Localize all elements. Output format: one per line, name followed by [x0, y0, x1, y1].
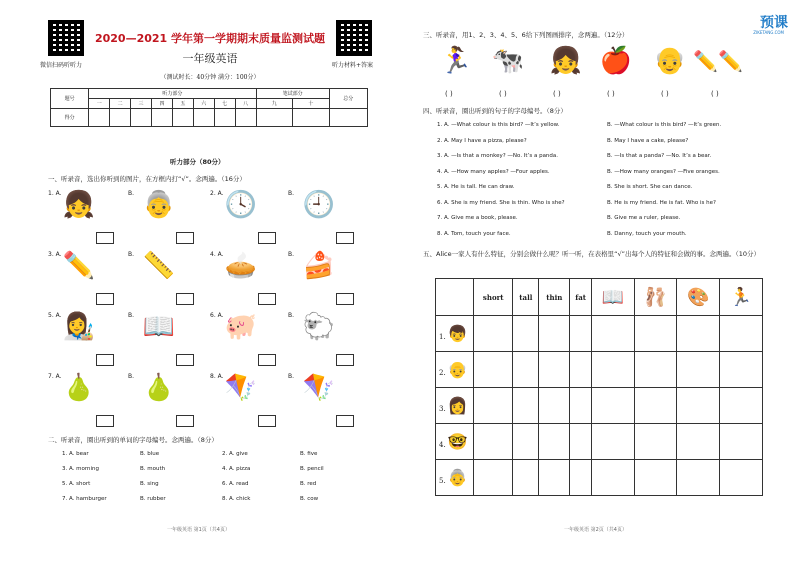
- q4-title: 四、听录音，圈出听到的句子的字母编号。（8分）: [423, 107, 567, 115]
- score-col: 十: [293, 99, 330, 109]
- score-cell[interactable]: [214, 109, 235, 127]
- grid-cell[interactable]: [591, 352, 634, 388]
- word-option[interactable]: 3. A. morning: [62, 466, 100, 472]
- grid-cell[interactable]: [677, 424, 720, 460]
- q2-title: 二、听录音，圈出听到的单词的字母编号。念两遍。（8分）: [48, 436, 218, 444]
- word-option[interactable]: B. red: [300, 481, 317, 487]
- grid-cell[interactable]: [591, 316, 634, 352]
- sentence-option[interactable]: B. —How many oranges? —Five oranges.: [607, 168, 720, 175]
- option-label: 4. A.: [210, 251, 224, 258]
- grandpa-icon: 👴: [653, 46, 687, 76]
- grid-cell[interactable]: [591, 460, 634, 496]
- grid-cell[interactable]: [570, 460, 592, 496]
- word-option[interactable]: 5. A. short: [62, 481, 91, 487]
- score-th-listening: 听力部分: [89, 89, 256, 99]
- answer-checkbox[interactable]: [176, 415, 194, 427]
- option-label: 1. A.: [48, 190, 62, 197]
- pear-icon: 🍐: [142, 373, 176, 403]
- grid-cell[interactable]: [570, 424, 592, 460]
- sentence-option[interactable]: 5. A. He is tall. He can draw.: [437, 184, 515, 190]
- clock-sun-icon: 🕓: [224, 190, 258, 220]
- score-cell[interactable]: [172, 109, 193, 127]
- word-option[interactable]: 2. A. give: [222, 451, 248, 457]
- girl-reading-icon: 👧: [62, 190, 96, 220]
- word-option[interactable]: B. pencil: [300, 466, 324, 472]
- score-cell[interactable]: [89, 109, 110, 127]
- pencil-icon: ✏️: [62, 251, 96, 281]
- sheep-icon: 🐑: [302, 312, 336, 342]
- grid-cell[interactable]: [634, 352, 677, 388]
- grid-cell[interactable]: [539, 388, 570, 424]
- row-label: 4. 🤓: [436, 424, 474, 460]
- answer-checkbox[interactable]: [258, 415, 276, 427]
- answer-checkbox[interactable]: [258, 354, 276, 366]
- header-short: short: [474, 279, 513, 316]
- row-label: 2. 👴: [436, 352, 474, 388]
- sentence-option[interactable]: B. He is my friend. He is fat. Who is he?: [607, 199, 716, 206]
- score-cell[interactable]: [193, 109, 214, 127]
- word-option[interactable]: 8. A. chick: [222, 496, 251, 502]
- word-option[interactable]: B. mouth: [140, 466, 166, 472]
- apples-icon: 🍎: [599, 46, 633, 76]
- q1-title: 一、听录音，选出你听到的图片，在方框内打“√”。念两遍。（16分）: [48, 175, 246, 183]
- grid-cell[interactable]: [513, 424, 539, 460]
- option-label: 8. A.: [210, 373, 224, 380]
- score-col: 二: [110, 99, 131, 109]
- grid-cell[interactable]: [513, 316, 539, 352]
- header-fat: fat: [570, 279, 592, 316]
- option-label: 7. A.: [48, 373, 62, 380]
- sentence-option[interactable]: 2. A. May I have a pizza, please?: [437, 137, 527, 144]
- grid-cell[interactable]: [539, 316, 570, 352]
- exam-meta: （测试时长：40分钟 满分：100分）: [160, 74, 260, 81]
- sentence-option[interactable]: 8. A. Tom, touch your face.: [437, 230, 511, 237]
- score-col: 五: [172, 99, 193, 109]
- grid-cell[interactable]: [591, 388, 634, 424]
- qr-code-left: [48, 20, 84, 56]
- answer-paren[interactable]: ( ): [445, 90, 453, 98]
- answer-checkbox[interactable]: [96, 354, 114, 366]
- grid-cell[interactable]: [474, 352, 513, 388]
- page-2: [397, 0, 794, 561]
- footer-left: 一年级英语 第1页（共4页）: [167, 527, 230, 533]
- row-label: 1. 👦: [436, 316, 474, 352]
- option-label: B.: [288, 190, 295, 197]
- answer-checkbox[interactable]: [96, 293, 114, 305]
- section-listening: 听力部分（80分）: [170, 158, 225, 166]
- face-grandpa-icon: 👴: [447, 360, 468, 379]
- footer-right: 一年级英语 第2页（共4页）: [564, 527, 627, 533]
- sentence-option[interactable]: 3. A. —Is that a monkey? —No. It’s a panda.: [437, 153, 559, 159]
- girl-drawing-icon: 👩‍🎨: [62, 312, 96, 342]
- grid-cell[interactable]: [720, 352, 763, 388]
- sentence-option[interactable]: 6. A. She is my friend. She is thin. Who is she?: [437, 199, 565, 206]
- pie-icon: 🥧: [224, 251, 258, 281]
- option-label: 5. A.: [48, 312, 62, 319]
- score-cell[interactable]: [235, 109, 256, 127]
- face-man-glasses-icon: 🤓: [447, 432, 468, 451]
- grid-cell[interactable]: [677, 388, 720, 424]
- word-option[interactable]: 7. A. hamburger: [62, 496, 107, 502]
- grid-cell[interactable]: [634, 388, 677, 424]
- grid-cell[interactable]: [677, 460, 720, 496]
- exam-title: 2020—2021 学年第一学期期末质量监测试题: [94, 32, 326, 45]
- logo: 预课: [760, 15, 788, 31]
- answer-checkbox[interactable]: [336, 232, 354, 244]
- score-cell[interactable]: [110, 109, 131, 127]
- option-label: B.: [128, 373, 135, 380]
- score-col: 八: [235, 99, 256, 109]
- kite-icon: 🪁: [302, 373, 336, 403]
- girl-running-icon: 🏃‍♀️: [439, 46, 473, 76]
- answer-checkbox[interactable]: [176, 293, 194, 305]
- grid-cell[interactable]: [474, 460, 513, 496]
- girl-book-icon: 📖: [142, 312, 176, 342]
- header-thin: thin: [539, 279, 570, 316]
- ruler-icon: 📏: [142, 251, 176, 281]
- option-label: B.: [128, 190, 135, 197]
- word-option[interactable]: B. rubber: [140, 496, 166, 502]
- grid-cell[interactable]: [720, 316, 763, 352]
- grid-cell[interactable]: [677, 316, 720, 352]
- option-label: 6. A.: [210, 312, 224, 319]
- option-label: 2. A.: [210, 190, 224, 197]
- face-woman-icon: 👩: [447, 396, 468, 415]
- header-tall: tall: [513, 279, 539, 316]
- score-col: 四: [152, 99, 173, 109]
- grid-cell[interactable]: [539, 460, 570, 496]
- cow-icon: 🐄: [491, 46, 525, 76]
- score-cell[interactable]: [256, 109, 293, 127]
- option-label: B.: [288, 373, 295, 380]
- reading-icon: 📖: [591, 279, 634, 316]
- sentence-option[interactable]: B. She is short. She can dance.: [607, 184, 693, 190]
- option-label: B.: [288, 251, 295, 258]
- pencils-icon: ✏️✏️: [693, 49, 743, 73]
- score-col: 六: [193, 99, 214, 109]
- answer-paren[interactable]: ( ): [553, 90, 561, 98]
- row-label: 3. 👩: [436, 388, 474, 424]
- grid-cell[interactable]: [539, 352, 570, 388]
- dancing-icon: 🩰: [634, 279, 677, 316]
- answer-checkbox[interactable]: [336, 415, 354, 427]
- word-option[interactable]: B. sing: [140, 481, 159, 487]
- score-col: 三: [131, 99, 152, 109]
- grid-cell[interactable]: [720, 460, 763, 496]
- grid-cell[interactable]: [513, 460, 539, 496]
- score-col: 九: [256, 99, 293, 109]
- answer-paren[interactable]: ( ): [607, 90, 615, 98]
- word-option[interactable]: B. cow: [300, 496, 319, 502]
- drawing-icon: 🎨: [677, 279, 720, 316]
- girl-mouth-icon: 👧: [549, 46, 583, 76]
- corner-cell: [436, 279, 474, 316]
- score-col: 七: [214, 99, 235, 109]
- word-option[interactable]: B. five: [300, 451, 318, 457]
- qr-right-label: 听力材料+答案: [332, 62, 374, 69]
- score-cell[interactable]: [293, 109, 330, 127]
- cake-icon: 🍰: [302, 251, 336, 281]
- word-option[interactable]: B. blue: [140, 451, 160, 457]
- clock-icon: 🕘: [302, 190, 336, 220]
- grid-cell[interactable]: [474, 316, 513, 352]
- answer-checkbox[interactable]: [96, 232, 114, 244]
- score-cell[interactable]: [152, 109, 173, 127]
- grid-cell[interactable]: [513, 352, 539, 388]
- answer-checkbox[interactable]: [336, 354, 354, 366]
- score-th-label: 题号: [51, 89, 89, 109]
- grid-cell[interactable]: [720, 424, 763, 460]
- word-option[interactable]: 1. A. bear: [62, 451, 89, 457]
- answer-checkbox[interactable]: [336, 293, 354, 305]
- sentence-option[interactable]: B. Danny, touch your mouth.: [607, 230, 687, 237]
- grid-cell[interactable]: [634, 316, 677, 352]
- grid-cell[interactable]: [591, 424, 634, 460]
- grid-cell[interactable]: [539, 424, 570, 460]
- grid-cell[interactable]: [677, 352, 720, 388]
- row-label: 5. 👵: [436, 460, 474, 496]
- answer-checkbox[interactable]: [176, 354, 194, 366]
- option-label: B.: [288, 312, 295, 319]
- grid-cell[interactable]: [570, 316, 592, 352]
- score-th-total: 总分: [329, 89, 367, 109]
- answer-paren[interactable]: ( ): [661, 90, 669, 98]
- grid-cell[interactable]: [474, 388, 513, 424]
- kite-icon: 🪁: [224, 373, 258, 403]
- answer-paren[interactable]: ( ): [711, 90, 719, 98]
- score-cell[interactable]: [329, 109, 367, 127]
- exam-subtitle: 一年级英语: [182, 52, 238, 65]
- grid-cell[interactable]: [570, 388, 592, 424]
- sentence-option[interactable]: 1. A. —What colour is this bird? —It’s yellow.: [437, 122, 560, 128]
- answer-checkbox[interactable]: [96, 415, 114, 427]
- grid-cell[interactable]: [720, 388, 763, 424]
- score-row-label: 得分: [51, 109, 89, 127]
- grid-cell[interactable]: [570, 352, 592, 388]
- score-col: 一: [89, 99, 110, 109]
- score-th-written: 笔试部分: [256, 89, 329, 99]
- q5-table: [435, 278, 763, 496]
- answer-checkbox[interactable]: [258, 232, 276, 244]
- grid-cell[interactable]: [474, 424, 513, 460]
- sentence-option[interactable]: B. May I have a cake, please?: [607, 137, 689, 144]
- grid-cell[interactable]: [634, 424, 677, 460]
- sentence-option[interactable]: 7. A. Give me a book, please.: [437, 215, 518, 221]
- face-boy-icon: 👦: [447, 324, 468, 343]
- answer-paren[interactable]: ( ): [499, 90, 507, 98]
- qr-left-label: 微信扫码听听力: [40, 62, 83, 69]
- pig-icon: 🐖: [224, 312, 258, 342]
- option-label: B.: [128, 312, 135, 319]
- option-label: 3. A.: [48, 251, 62, 258]
- q3-title: 三、听录音，用1、2、3、4、5、6给下列图画排序，念两遍。（12分）: [423, 31, 629, 39]
- sentence-option[interactable]: 4. A. —How many apples? —Four apples.: [437, 168, 550, 175]
- sentence-option[interactable]: B. —Is that a panda? —No. It’s a bear.: [607, 153, 712, 159]
- grandma-icon: 👵: [142, 190, 176, 220]
- pears-icon: 🍐: [62, 373, 96, 403]
- face-grandma-icon: 👵: [447, 468, 468, 487]
- score-table: [50, 88, 368, 127]
- qr-code-right: [336, 20, 372, 56]
- grid-cell[interactable]: [513, 388, 539, 424]
- option-label: B.: [128, 251, 135, 258]
- q5-title: 五、Alice一家人有什么特征，分别会做什么呢？听一听，在表格里“√”出每个人的特征和会做的事。念两遍。（10分）: [423, 250, 761, 258]
- score-cell[interactable]: [131, 109, 152, 127]
- word-option[interactable]: 4. A. pizza: [222, 466, 251, 472]
- grid-cell[interactable]: [634, 460, 677, 496]
- answer-checkbox[interactable]: [176, 232, 194, 244]
- running-icon: 🏃: [720, 279, 763, 316]
- word-option[interactable]: 6. A. read: [222, 481, 249, 487]
- sentence-option[interactable]: B. Give me a ruler, please.: [607, 215, 681, 221]
- answer-checkbox[interactable]: [258, 293, 276, 305]
- sentence-option[interactable]: B. —What colour is this bird? —It’s green.: [607, 122, 722, 128]
- logo-sub: ZIKETANG.COM: [753, 30, 784, 35]
